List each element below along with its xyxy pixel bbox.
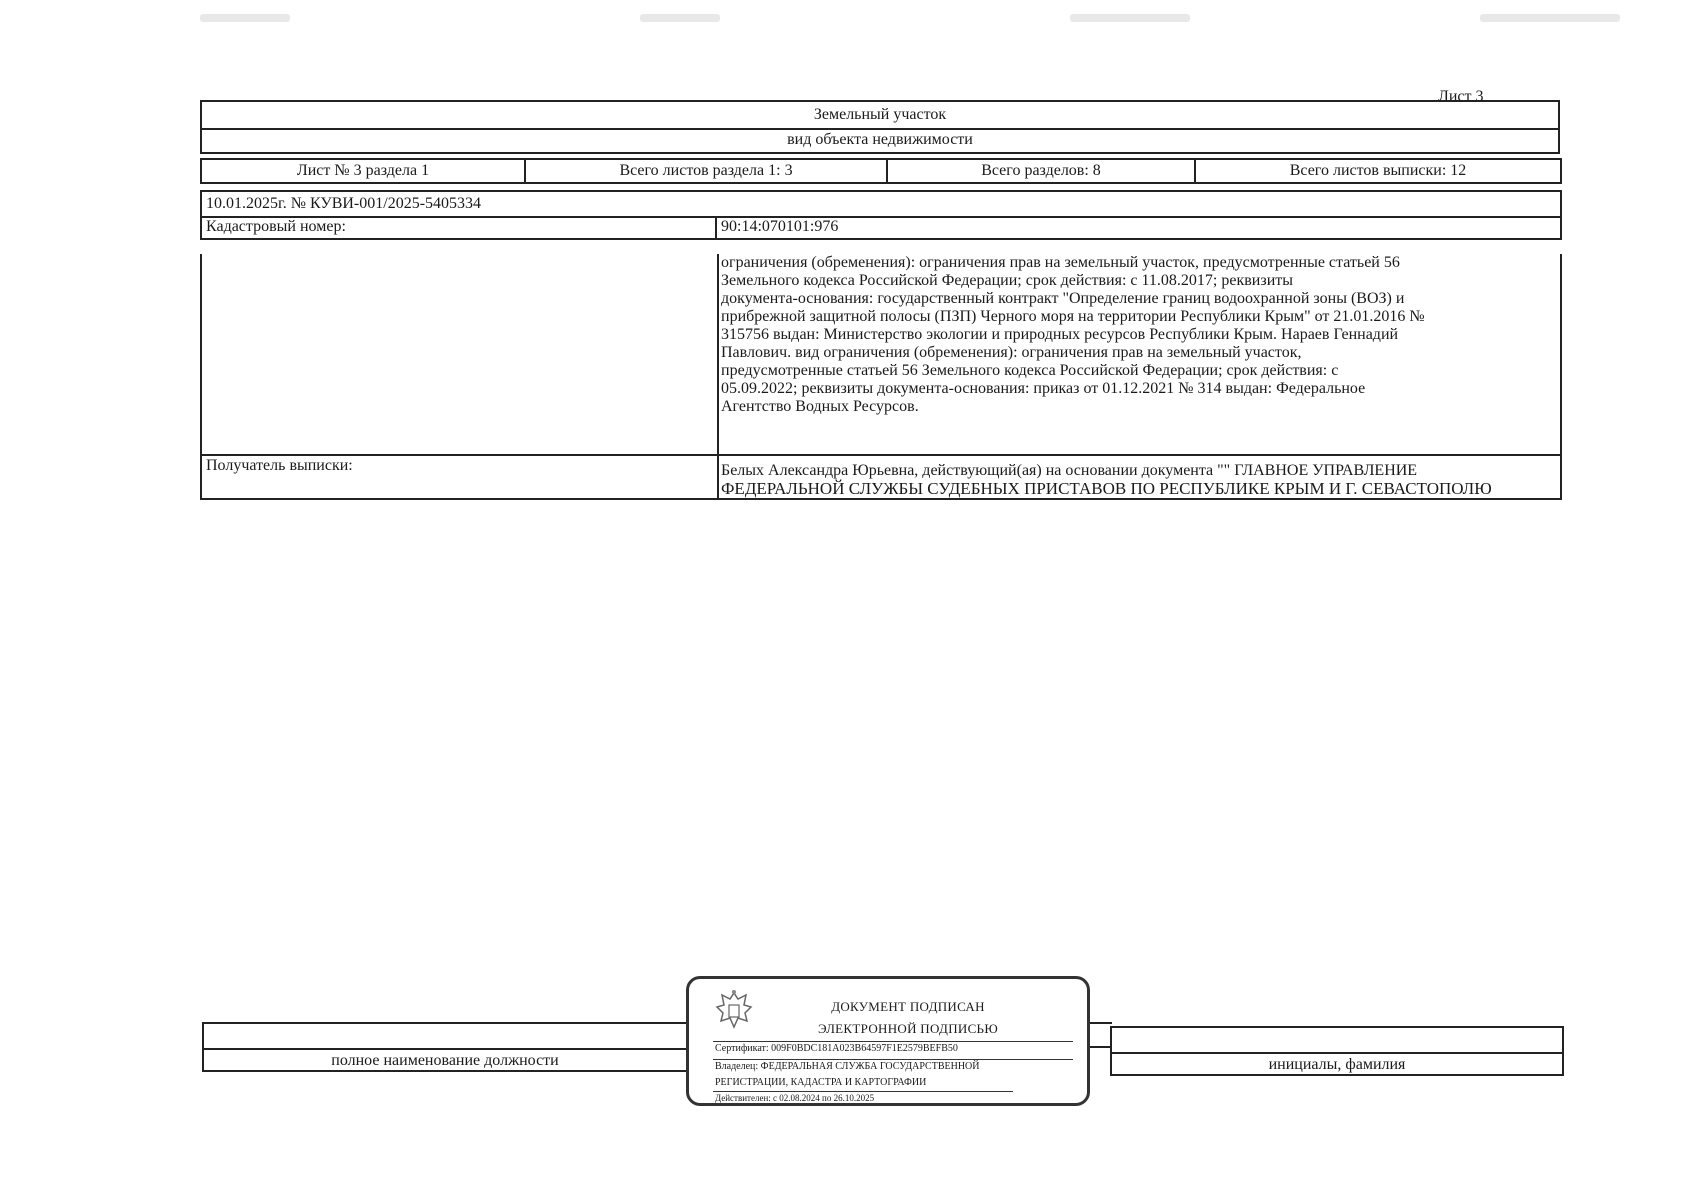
restrictions-line: Земельного кодекса Российской Федерации; срок действия: с 11.08.2017; реквизиты (721, 272, 1293, 289)
stamp-divider (713, 1041, 1073, 1042)
restrictions-line: Агентство Водных Ресурсов. (721, 398, 919, 415)
recipient-label: Получатель выписки: (206, 457, 353, 474)
stamp-owner: Владелец: ФЕДЕРАЛЬНАЯ СЛУЖБА ГОСУДАРСТВЕННОЙ (715, 1061, 980, 1072)
stamp-title: ДОКУМЕНТ ПОДПИСАН (831, 999, 985, 1014)
scan-artifact (1070, 14, 1190, 22)
recipient-line: ФЕДЕРАЛЬНОЙ СЛУЖБЫ СУДЕБНЫХ ПРИСТАВОВ ПО РЕСПУБЛИКЕ КРЫМ И Г. СЕВАСТОПОЛЮ (721, 479, 1492, 498)
sheet-of-section: Лист № 3 раздела 1 (202, 160, 526, 182)
restrictions-text (721, 254, 1551, 416)
field-divider (1112, 1052, 1562, 1054)
electronic-signature-stamp (686, 976, 1090, 1106)
position-signature-field (202, 1022, 688, 1072)
restrictions-table (200, 254, 1562, 500)
restrictions-line: 315756 выдан: Министерство экологии и природных ресурсов Республики Крым. Нараев Геннадий (721, 326, 1399, 343)
object-title: Земельный участок (202, 102, 1558, 130)
sections-total: Всего разделов: 8 (888, 160, 1196, 182)
extract-date-number: 10.01.2025г. № КУВИ-001/2025-5405334 (202, 192, 1560, 218)
restrictions-line: ограничения (обременения): ограничения прав на земельный участок, предусмотренные статьей 56 (721, 254, 1400, 271)
cadastral-label: Кадастровый номер: (202, 216, 717, 238)
stamp-validity: Действителен: с 02.08.2024 по 26.10.2025 (715, 1093, 875, 1103)
scan-artifact (1480, 14, 1620, 22)
cadastral-number: 90:14:070101:976 (721, 218, 839, 235)
restrictions-line: документа-основания: государственный контракт "Определение границ водоохранной зоны (ВОЗ) и (721, 290, 1405, 307)
object-subtitle: вид объекта недвижимости (787, 131, 973, 148)
sheets-in-section: Всего листов раздела 1: 3 (526, 160, 888, 182)
row-divider (202, 454, 1560, 456)
field-divider (204, 1048, 686, 1050)
scan-artifact (200, 14, 290, 22)
name-signature-field (1110, 1026, 1564, 1076)
stamp-owner: РЕГИСТРАЦИИ, КАДАСТРА И КАРТОГРАФИИ (715, 1077, 927, 1088)
recipient-value (721, 462, 1551, 498)
position-caption: полное наименование должности (331, 1052, 559, 1069)
restrictions-line: прибрежной защитной полосы (ПЗП) Черного моря на территории Республики Крым" от 21.01.2016 № (721, 308, 1425, 325)
restrictions-line: Павлович. вид ограничения (обременения): ограничения прав на земельный участок, (721, 344, 1302, 361)
stamp-subtitle: ЭЛЕКТРОННОЙ ПОДПИСЬЮ (818, 1021, 998, 1036)
sheets-total: Всего листов выписки: 12 (1289, 162, 1467, 179)
sheet-label: Лист 3 (1438, 88, 1484, 105)
stamp-certificate: Сертификат: 009F0BDC181A023B64597F1E2579BEFB50 (715, 1043, 958, 1054)
name-caption: инициалы, фамилия (1268, 1056, 1406, 1073)
restrictions-line: предусмотренные статьей 56 Земельного кодекса Российской Федерации; срок действия: с (721, 362, 1339, 379)
column-divider (717, 254, 719, 498)
recipient-line: Белых Александра Юрьевна, действующий(ая) на основании документа "" ГЛАВНОЕ УПРАВЛЕНИЕ (721, 462, 1418, 479)
scan-artifact (640, 14, 720, 22)
extract-info-box (200, 190, 1562, 240)
object-title-box (200, 100, 1560, 154)
stamp-divider (713, 1059, 1073, 1060)
sheet-meta-row (200, 158, 1562, 184)
restrictions-line: 05.09.2022; реквизиты документа-основания: приказ от 01.12.2021 № 314 выдан: Федеральное (721, 380, 1366, 397)
